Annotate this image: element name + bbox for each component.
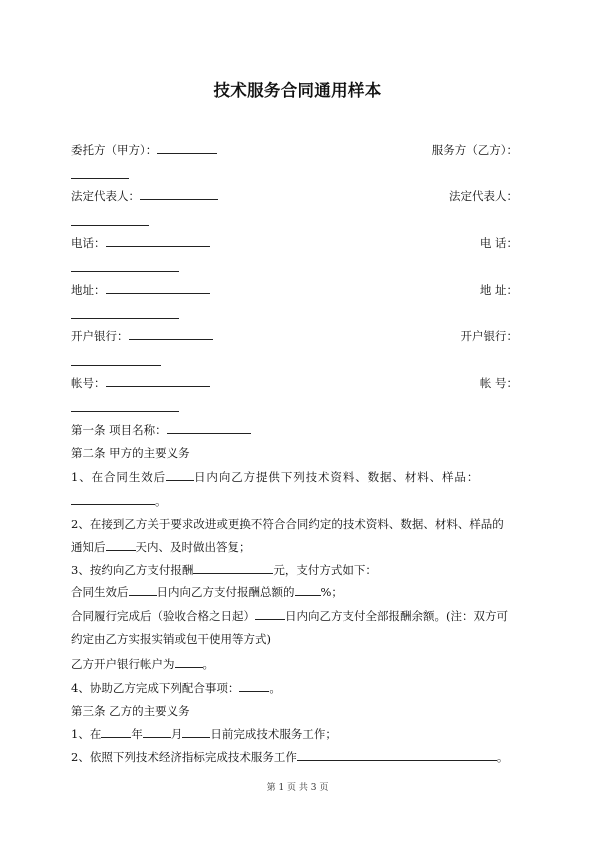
party-b-blank bbox=[71, 177, 129, 179]
legal-rep-b-label: 法定代表人： bbox=[449, 189, 518, 203]
article-2-item-4 bbox=[71, 681, 281, 695]
a2-3-amount-blank bbox=[193, 563, 273, 574]
account-b-blank bbox=[71, 410, 179, 412]
address-a-blank bbox=[106, 283, 210, 294]
article-2-item-3-advance bbox=[71, 585, 343, 599]
account-b-label: 帐 号： bbox=[479, 376, 518, 390]
a2-1-part-a: 1、在合同生效后 bbox=[71, 470, 167, 484]
article-3-item-2 bbox=[71, 750, 508, 764]
legal-rep-b-blank bbox=[71, 224, 149, 226]
a2-4-end: 。 bbox=[269, 681, 281, 695]
article-2-item-2-cont bbox=[71, 540, 251, 554]
party-a-blank bbox=[157, 143, 217, 154]
article-2-item-3-account bbox=[71, 657, 214, 671]
page-footer: 第 1 页 共 3 页 bbox=[266, 783, 329, 793]
bank-b-label: 开户银行： bbox=[460, 329, 518, 343]
legal-rep-a-label: 法定代表人： bbox=[71, 189, 140, 203]
a2-3-account-blank bbox=[175, 657, 203, 668]
a2-1-part-b: 日内向乙方提供下列技术资料、数据、材料、样品： bbox=[194, 470, 480, 484]
a2-3-balance-days-blank bbox=[255, 609, 285, 620]
a2-3-percent-blank bbox=[295, 585, 321, 596]
document-title: 技术服务合同通用样本 bbox=[213, 81, 382, 100]
a2-3-part-e: %； bbox=[320, 585, 343, 599]
a3-1-part-d: 日前完成技术服务工作； bbox=[210, 727, 337, 741]
a3-2-end: 。 bbox=[496, 750, 509, 764]
a2-3-part-a: 3、按约向乙方支付报酬 bbox=[71, 563, 194, 577]
project-name-blank bbox=[167, 423, 251, 434]
bank-a-line bbox=[71, 329, 213, 343]
party-b-label: 服务方（乙方）： bbox=[431, 143, 518, 157]
phone-a-line bbox=[71, 236, 210, 250]
address-a-line bbox=[71, 283, 210, 297]
address-a-label: 地址： bbox=[71, 283, 106, 297]
article-3-item-1 bbox=[71, 727, 337, 741]
address-b-label: 地 址： bbox=[479, 283, 518, 297]
a2-1-end: 。 bbox=[155, 494, 167, 508]
address-b-blank bbox=[71, 317, 179, 319]
article-1-text: 第一条 项目名称： bbox=[71, 423, 167, 437]
account-a-blank bbox=[106, 376, 210, 387]
a3-1-month: 月 bbox=[170, 727, 183, 741]
article-2-item-3 bbox=[71, 563, 377, 577]
phone-a-blank bbox=[106, 236, 210, 247]
a3-1-day-blank bbox=[182, 727, 210, 738]
party-a-line bbox=[71, 143, 217, 157]
account-a-label: 帐号： bbox=[71, 376, 106, 390]
phone-b-label: 电 话： bbox=[479, 236, 518, 250]
a2-3-part-f: 合同履行完成后（验收合格之日起） bbox=[71, 609, 255, 623]
a2-4-blank bbox=[239, 681, 269, 692]
a3-1-year-blank bbox=[101, 727, 131, 738]
a3-1-month-blank bbox=[143, 727, 171, 738]
a2-3-part-b: 元，支付方式如下： bbox=[273, 563, 377, 577]
article-2-item-2: 2、在接到乙方关于要求改进或更换不符合合同约定的技术资料、数据、材料、样品的 bbox=[71, 517, 504, 531]
a2-4-part-a: 4、协助乙方完成下列配合事项： bbox=[71, 681, 240, 695]
article-3-heading: 第三条 乙方的主要义务 bbox=[71, 704, 190, 718]
legal-rep-a-blank bbox=[140, 189, 218, 200]
a2-3-part-c: 合同生效后 bbox=[71, 585, 129, 599]
bank-a-blank bbox=[129, 329, 213, 340]
a2-2-part-c: 天内、及时做出答复； bbox=[135, 540, 251, 554]
a3-1-part-a: 1、在 bbox=[71, 727, 102, 741]
a2-2-part-b: 通知后 bbox=[71, 540, 106, 554]
a2-3-part-i: 乙方开户银行帐户为 bbox=[71, 657, 175, 671]
a2-3-days-blank bbox=[129, 585, 157, 596]
phone-a-label: 电话： bbox=[71, 236, 106, 250]
article-2-heading: 第二条 甲方的主要义务 bbox=[71, 446, 190, 460]
a3-1-year: 年 bbox=[131, 727, 143, 741]
article-2-item-3-balance bbox=[71, 609, 508, 623]
phone-b-blank bbox=[71, 270, 179, 272]
article-2-item-1-cont bbox=[71, 494, 167, 508]
a2-1-days-blank bbox=[166, 470, 194, 481]
a2-2-days-blank bbox=[106, 540, 136, 551]
article-1 bbox=[71, 423, 251, 437]
legal-rep-a-line bbox=[71, 189, 218, 203]
a2-3-part-g: 日内向乙方支付全部报酬余额。(注：双方可 bbox=[285, 609, 508, 623]
a3-2-part-a: 2、依照下列技术经济指标完成技术服务工作 bbox=[71, 750, 297, 764]
bank-b-blank bbox=[71, 364, 161, 366]
article-2-item-1 bbox=[71, 470, 479, 484]
a2-3-part-j: 。 bbox=[202, 657, 214, 671]
party-a-label: 委托方（甲方）： bbox=[71, 143, 158, 157]
a2-1-materials-blank bbox=[71, 494, 155, 505]
a2-3-part-d: 日内向乙方支付报酬总额的 bbox=[156, 585, 295, 599]
a3-2-blank bbox=[297, 750, 497, 761]
bank-a-label: 开户银行： bbox=[71, 329, 129, 343]
article-2-item-3-note: 约定由乙方实报实销或包干使用等方式) bbox=[71, 632, 271, 646]
account-a-line bbox=[71, 376, 210, 390]
